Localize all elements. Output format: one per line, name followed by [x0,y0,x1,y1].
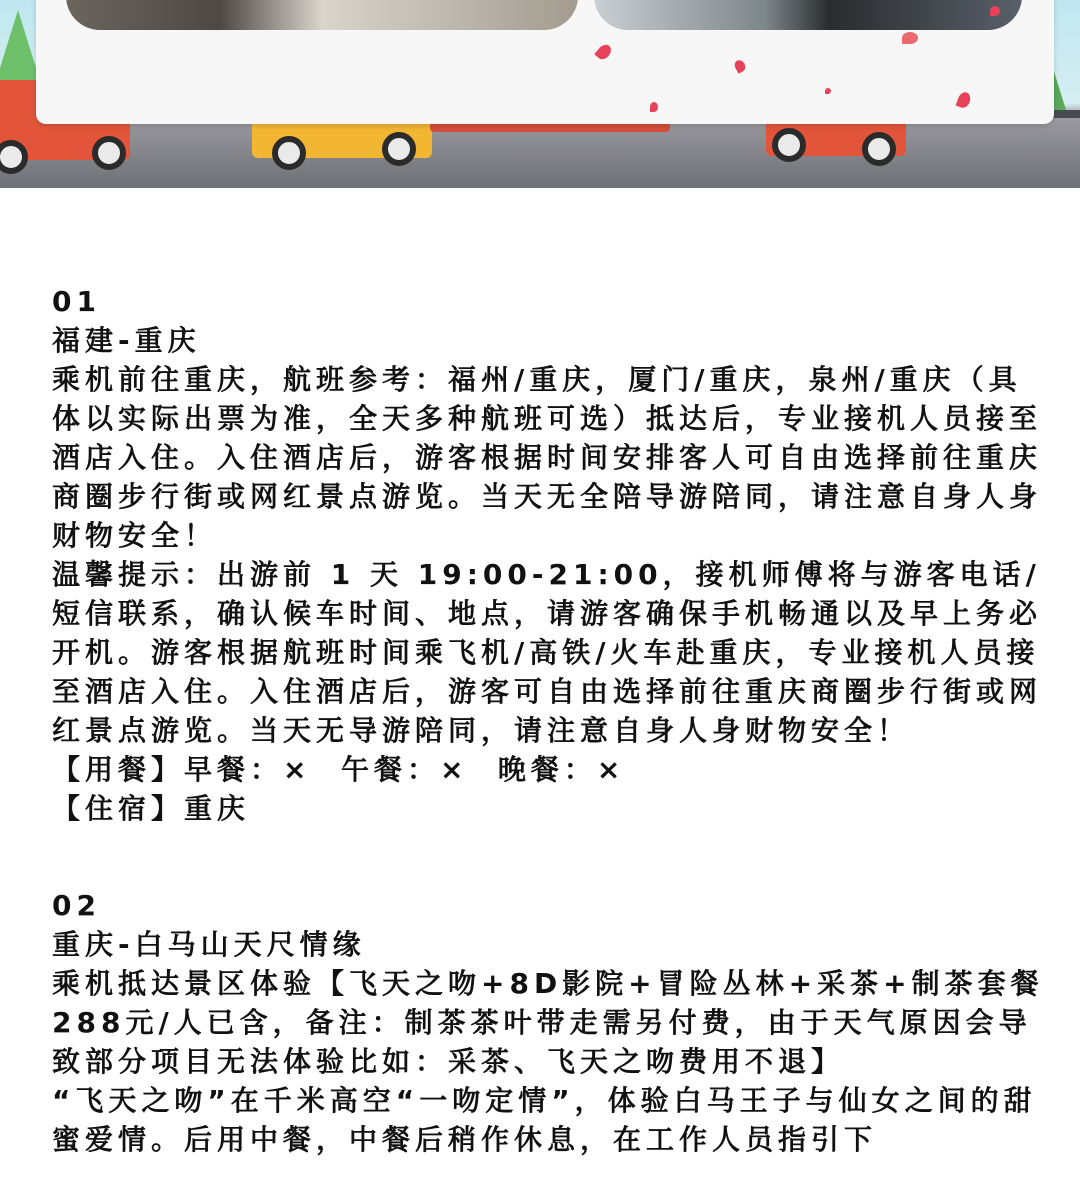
hotel-photo-left [66,0,578,30]
day-paragraph: 乘机抵达景区体验【飞天之吻+8D影院+冒险丛林+采茶+制茶套餐288元/人已含，备注：制茶茶叶带走需另付费，由于天气原因会导致部分项目无法体验比如：采茶、飞天之吻费用不退】 [52,967,1044,1078]
day-section [52,282,1052,828]
petal-decoration [902,32,918,44]
hotel-photo-right [594,0,1022,30]
day-meals: 【用餐】早餐：× 午餐：× 晚餐：× [52,753,626,786]
wheel [272,136,306,170]
section-gap [52,828,1052,866]
day-tip: 温馨提示：出游前 1 天 19:00-21:00，接机师傅将与游客电话/短信联系，确认候车时间、地点，请游客确保手机畅通以及早上务必开机。游客根据航班时间乘飞机/高铁/火车赴重庆，专业接机人员接至酒店入住。入住酒店后，游客可自由选择前往重庆商圈步行街或网红景点游览。当天无导游陪同，请注意自身人身财物安全！ [52,558,1043,747]
day-paragraph: 乘机前往重庆，航班参考：福州/重庆，厦门/重庆，泉州/重庆（具体以实际出票为准，全天多种航班可选）抵达后，专业接机人员接至酒店入住。入住酒店后，游客根据时间安排客人可自由选择前往重庆商圈步行街或网红景点游览。当天无全陪导游陪同，请注意自身人身财物安全！ [52,363,1043,552]
header-banner [0,0,1080,188]
day-section [52,886,1052,1159]
day-number: 02 [52,889,101,922]
itinerary-content [52,282,1052,1159]
petal-decoration [990,6,1000,16]
wheel [92,136,126,170]
day-route: 重庆-白马山天尺情缘 [52,928,366,961]
day-number: 01 [52,285,101,318]
day-route: 福建-重庆 [52,324,201,357]
petal-decoration [650,102,658,112]
wheel [862,132,896,166]
wheel [772,128,806,162]
day-paragraph: “飞天之吻”在千米高空“一吻定情”，体验白马王子与仙女之间的甜蜜爱情。后用中餐，中餐后稍作休息，在工作人员指引下 [52,1084,1037,1156]
wheel [382,132,416,166]
day-lodging: 【住宿】重庆 [52,792,251,825]
petal-decoration [825,88,831,94]
